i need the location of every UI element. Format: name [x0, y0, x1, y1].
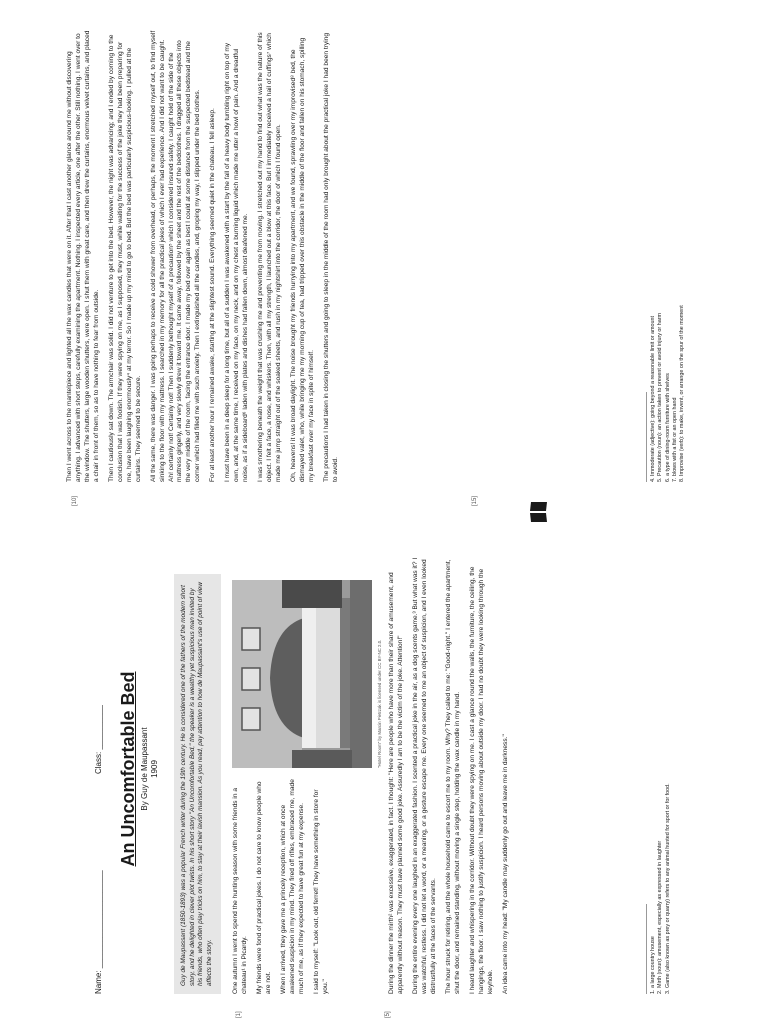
body-paragraphs: [388, 554, 516, 994]
footnote-rule: [646, 904, 647, 994]
paragraph: My friends were fond of practical jokes. I do not care to know people who are not.: [255, 781, 272, 994]
class-label: Class: __________: [94, 705, 103, 774]
hotel-room-image: [232, 580, 372, 768]
byline: By Guy de Maupassant: [140, 727, 149, 811]
paragraph: I must have been in a deep sleep for a long time, but all of a sudden I was awakened with a start by the fall of a heavy body tumbling right on top of my own, and, at the same time, I received on my face, on my neck, and on my chest a burning liquid which made me utter a howl of pain. And a dreadful noise, as if a sideboard⁶ laden with plates and dishes had fallen down, almost deafened me.: [224, 42, 250, 482]
image-caption: "Hotel Room" by Marcin Pietrzak is licensed under CC BY-NC 2.0.: [377, 639, 382, 768]
paragraph: Then I cautiously sat down. The armchair was solid. I did not venture to get into the bed. However, the night was advancing; and I ended by coming to the conclusion that I was foolish. If they were spying on me, as I supposed, they must, while waiting for the success of the joke they had been preparing for me, have been laughing enormously⁴ at my terror. So I made up my mind to go to bed. But the bed was particularly suspicious-looking. I pulled at the curtains. They seemed to be secure.: [107, 34, 142, 482]
footnotes: [650, 554, 672, 994]
footnote: 7. blows with a fist or an open hand: [671, 397, 678, 482]
line-number: [1]: [236, 1011, 242, 1018]
paragraph: During the entire evening every one laughed in an exaggerated fashion. I scented a practical joke in the air, as a dog scents game.³ But what was it? I was watchful, restless. I did not let a word, or a meaning, or a gesture escape me. Every one seemed to me an object of suspicion, and I even looked distrustfully at the faces of the servants.: [411, 557, 437, 994]
footnote: 6. a type of dining-room furniture with shelves: [664, 373, 671, 482]
column-paragraphs: [232, 776, 337, 994]
paragraph: The precautions I had taken in closing the shutters and going to sleep in the middle of the room had only brought about the practical joke I had been trying to avoid.: [322, 32, 339, 482]
footnote-rule: [646, 392, 647, 482]
story-title: An Uncomfortable Bed: [118, 671, 138, 867]
paragraph: I said to myself: "Look out, old ferret! They have something in store for you.": [312, 789, 329, 994]
paragraph: All the same, there was danger. I was going perhaps to receive a cold shower from overhead, or perhaps, the moment I stretched myself out, to find myself sinking to the floor with my mattress. I searched in my memory for all the practical jokes of which I ever had experience. And I did not want to be caught. Ah! certainly not! Certainly not! Then I suddenly bethought myself of a precaution⁵ which I considered insured safety. I caught hold of the side of the mattress gingerly, and very slowly drew it toward me. It came away, followed by the sheet and the rest of the bedclothes. I dragged all these objects into the very middle of the room, facing the entrance door. I made my bed over again as best I could at some distance from the suspected bedstead and the corner which had filled me with such anxiety. Then I extinguished all the candles, and, groping my way, I slipped under the bed clothes.: [149, 30, 202, 482]
paragraph: When I arrived, they gave me a princely reception, which at once awakened suspicion in my mind. They fired off rifles, embraced me, made much of me, as if they expected to have great fun at my expense.: [279, 779, 305, 994]
bed-photo: [232, 580, 372, 768]
body-paragraphs: [66, 30, 347, 482]
name-label: Name: ______________________: [94, 870, 103, 994]
paragraph: Oh, heavens! it was broad daylight. The noise brought my friends hurrying into my apartment, and we found, sprawling over my improvised⁸ bed, the dismayed valet, who, while bringing me my morning cup of tea, had tripped over this obstacle in the middle of the floor and fallen on his stomach, spilling my breakfast over my face in spite of himself.: [290, 37, 315, 482]
line-number: [15]: [472, 495, 478, 506]
intro-box: Guy de Maupassant (1850-1893) was a popular French writer during the 19th century. He is considered one of the fathers of the modern short story, and he delighted in clever plot twists. In his short story "An Uncomfortable Bed," the speaker is a wealthy yet suspicious man invited by his friends, who often play tricks on him, to stay at their lavish mansion. As you read, pay attention to how de Maupassant's use of point of view affects the story.: [174, 574, 221, 994]
left-page: [0, 512, 768, 1024]
footnote: 5. Precaution (noun): an action taken to prevent or avoid injury or harm: [657, 313, 664, 482]
paragraph: I was smothering beneath the weight that was crushing me and preventing me from moving. I stretched out my hand to find out what was the nature of this object. I felt a face, a nose, and whiskers. Then, with all my strength, I launched out a blow at this face. But I immediately received a hail of cuffings⁷ which made me jump straight out of the soaked sheets, and rush in my nightshirt into the corridor, the door of which I found open.: [257, 32, 283, 482]
paragraph: During the dinner the mirth² was excessive, exaggerated, in fact. I thought: "Here are people who have more than their share of amusement, and apparently without reason. They must have planned some good joke. Assuredly I am to be the victim of the joke. Attention!": [388, 572, 404, 994]
paragraph: I heard laughter and whispering in the corridor. Without doubt they were spying on me. I cast a glance round the walls, the furniture, the ceiling, the hangings, the floor. I saw nothing to justify suspicion. I heard persons moving about outside my door. I had no doubt they were looking through the keyhole.: [468, 566, 494, 994]
footnote: 2. Mirth (noun): amusement, especially as expressed in laughter: [657, 840, 664, 994]
paragraph: An idea came into my head: "My candle may suddenly go out and leave me in darkness.": [501, 734, 509, 994]
line-number: [10]: [72, 495, 78, 506]
paragraph: Then I went across to the mantelpiece and lighted all the wax candles that were on it. After that I cast another glance around me without discovering anything. I advanced with short steps, carefully examining the apartment. Nothing. I inspected every article, one after the other. Still nothing. I went over to the window. The shutters, large wooden shutters, were open. I shut them with great care, and then drew the curtains, enormous velvet curtains, and placed a chair in front of them, so as to have nothing to fear from outside.: [66, 30, 100, 482]
paragraph: One autumn I went to spend the hunting season with some friends in a chateau¹ in Picardy.: [232, 788, 248, 994]
paragraph: The hour struck for retiring, and the whole household came to escort me to my room. Why? They called to me: "Good-night." I entered the apartment, shut the door, and remained standing, without moving a single step, holding the wax candle in my hand.: [444, 559, 461, 994]
year: 1909: [150, 760, 159, 778]
title-block: [118, 544, 160, 994]
paragraph: For at least another hour I remained awake, starting at the slightest sound. Everything seemed quiet in the chateau. I fell asleep.: [209, 108, 217, 482]
footnote: 3. Game (also known as prey or quarry) refers to any animal hunted for sport or for food.: [664, 783, 671, 994]
footnotes: [650, 30, 686, 482]
footnote: 1. a large country house: [650, 936, 656, 994]
header: [94, 544, 103, 994]
footnote: 8. Improvise (verb): to make, invent, or arrange on the spur of the moment: [679, 305, 686, 482]
footnote: 4. Immoderate (adjective): going beyond a reasonable limit or amount: [650, 315, 656, 482]
line-number: [5]: [385, 1011, 391, 1018]
